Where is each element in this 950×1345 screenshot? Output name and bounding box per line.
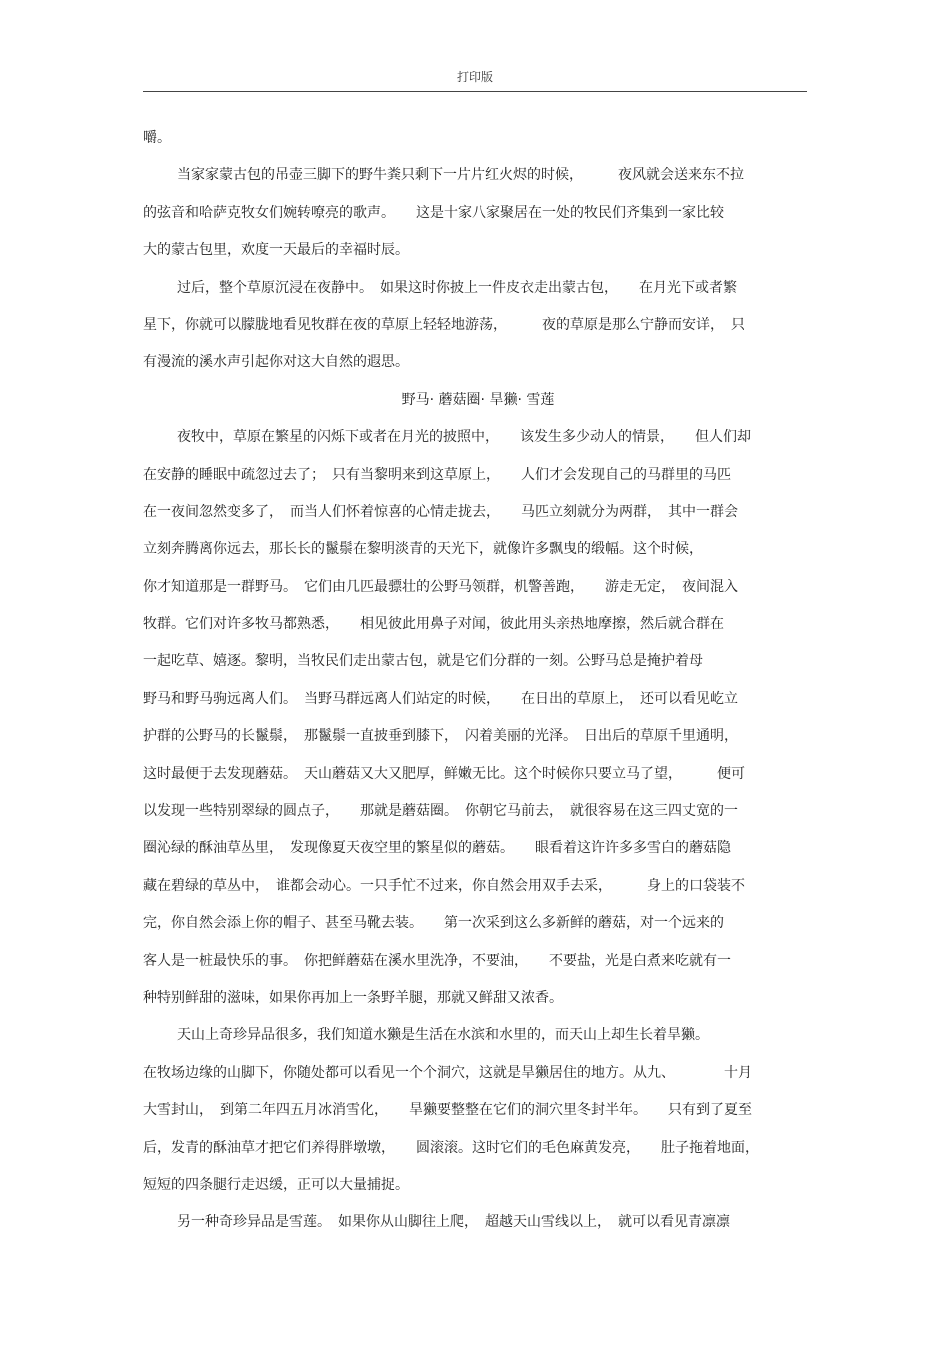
text-line: 过后，整个草原沉浸在夜静中。 如果这时你披上一件皮衣走出蒙古包， 在月光下或者繁 [177,279,737,296]
text-line: 藏在碧绿的草丛中， 谁都会动心。一只手忙不过来，你自然会用双手去采， 身上的口袋装不 [143,877,745,894]
text-line: 完，你自然会添上你的帽子、甚至马靴去装。 第一次采到这么多新鲜的蘑菇，对一个远来的 [143,915,724,932]
text-line: 立刻奔腾离你远去，那长长的鬣鬃在黎明淡青的天光下，就像许多飘曳的缎幅。这个时候， [143,541,703,558]
text-line: 的弦音和哈萨克牧女们婉转嘹亮的歌声。 这是十家八家聚居在一处的牧民们齐集到一家比较 [143,204,724,221]
text-line: 你才知道那是一群野马。 它们由几匹最骠壮的公野马领群，机警善跑， 游走无定， 夜间混入 [143,578,738,595]
section-heading: 野马· 蘑菇圈· 旱獭· 雪莲 [401,391,555,408]
text-line: 夜牧中，草原在繁星的闪烁下或者在月光的披照中， 该发生多少动人的情景， 但人们却 [177,429,751,446]
text-line: 一起吃草、嬉逐。黎明，当牧民们走出蒙古包，就是它们分群的一刻。公野马总是掩护着母 [143,653,703,670]
text-line: 另一种奇珍异品是雪莲。 如果你从山脚往上爬， 超越天山雪线以上， 就可以看见青凛凛 [177,1214,730,1231]
text-line: 种特别鲜甜的滋味，如果你再加上一条野羊腿，那就又鲜甜又浓香。 [143,989,563,1006]
text-line: 大的蒙古包里，欢度一天最后的幸福时辰。 [143,242,409,259]
document-body [143,120,813,1242]
text-line: 星下，你就可以朦胧地看见牧群在夜的草原上轻轻地游荡， 夜的草原是那么宁静而安详， 只 [143,316,745,333]
text-line: 有漫流的溪水声引起你对这大自然的遐思。 [143,354,409,371]
header-divider [143,91,807,92]
text-line: 护群的公野马的长鬣鬃， 那鬣鬃一直披垂到膝下， 闪着美丽的光泽。 日出后的草原千里通明， [143,728,738,745]
text-line: 短短的四条腿行走迟缓，正可以大量捕捉。 [143,1176,409,1193]
text-line: 当家家蒙古包的吊壶三脚下的野牛粪只剩下一片片红火烬的时候， 夜风就会送来东不拉 [177,167,744,184]
text-line: 在一夜间忽然变多了， 而当人们怀着惊喜的心情走拢去， 马匹立刻就分为两群， 其中一群会 [143,503,738,520]
text-line: 天山上奇珍异品很多，我们知道水獭是生活在水滨和水里的，而天山上却生长着旱獭。 [177,1027,709,1044]
text-line: 客人是一桩最快乐的事。 你把鲜蘑菇在溪水里洗净，不要油， 不要盐，光是白煮来吃就有一 [143,952,731,969]
text-line: 野马和野马驹远离人们。 当野马群远离人们站定的时候， 在日出的草原上， 还可以看见屹立 [143,690,738,707]
text-line: 以发现一些特别翠绿的圆点子， 那就是蘑菇圈。 你朝它马前去， 就很容易在这三四丈宽的一 [143,803,738,820]
text-line: 牧群。它们对许多牧马都熟悉， 相见彼此用鼻子对闻，彼此用头亲热地摩擦，然后就合群在 [143,616,724,633]
page-header: 打印版 [456,70,493,84]
text-line: 大雪封山， 到第二年四五月冰消雪化， 旱獭要整整在它们的洞穴里冬封半年。 只有到了夏至 [143,1102,752,1119]
text-line: 在牧场边缘的山脚下，你随处都可以看见一个个洞穴，这就是旱獭居住的地方。从九、 十月 [143,1064,752,1081]
text-line: 在安静的睡眠中疏忽过去了； 只有当黎明来到这草原上， 人们才会发现自己的马群里的马匹 [143,466,731,483]
text-line: 这时最便于去发现蘑菇。 天山蘑菇又大又肥厚，鲜嫩无比。这个时候你只要立马了望， 便可 [143,765,745,782]
text-line: 后，发青的酥油草才把它们养得胖墩墩， 圆滚滚。这时它们的毛色麻黄发亮， 肚子拖着地面， [143,1139,759,1156]
text-line: 嚼。 [143,130,171,146]
text-line: 圈沁绿的酥油草丛里， 发现像夏天夜空里的繁星似的蘑菇。 眼看着这许许多多雪白的蘑菇隐 [143,840,731,857]
